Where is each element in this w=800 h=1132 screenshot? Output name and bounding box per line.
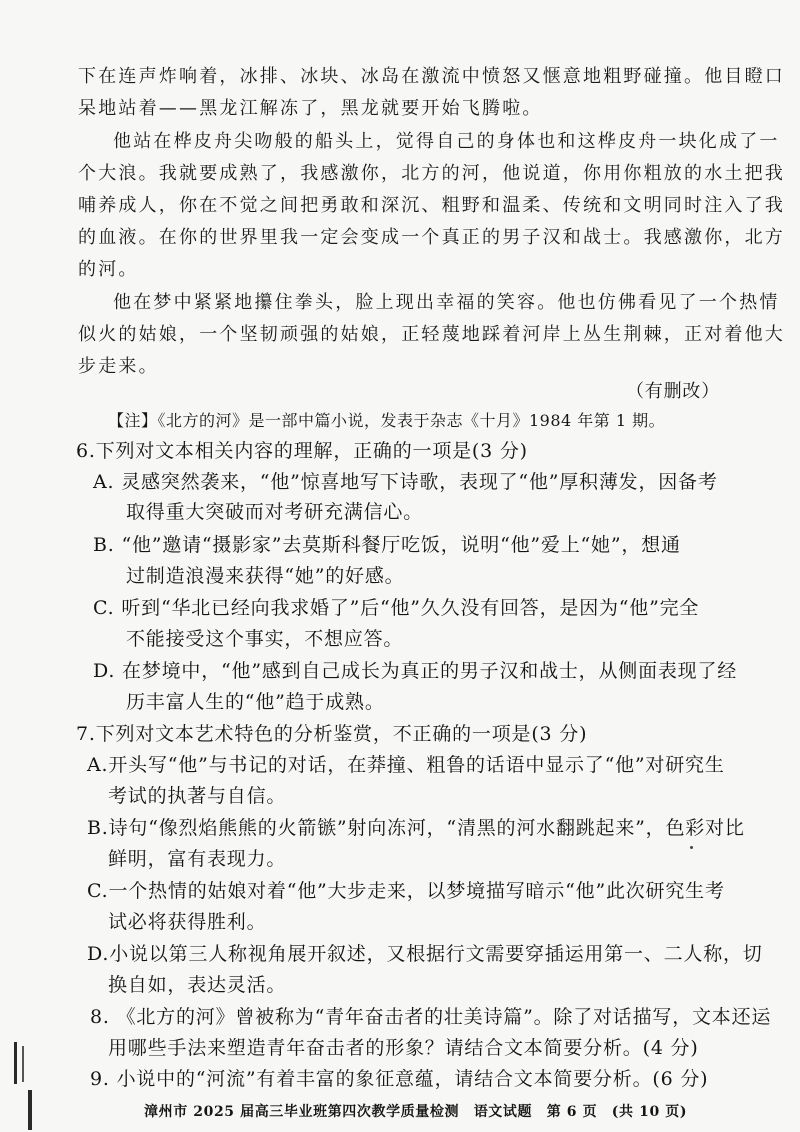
question-8-stem: 用哪些手法来塑造青年奋击者的形象？请结合文本简要分析。(4 分) — [108, 1037, 699, 1059]
story-line: 呆地站着——黑龙江解冻了，黑龙就要开始飞腾啦。 — [78, 98, 543, 119]
question-7-option-d: 换自如，表达灵活。 — [108, 974, 287, 996]
story-line: 的血液。在你的世界里我一定会变成一个真正的男子汉和战士。我感激你，北方 — [78, 227, 785, 248]
question-7-stem: 7.下列对文本艺术特色的分析鉴赏，不正确的一项是(3 分) — [76, 723, 588, 745]
question-6-option-a: A. 灵感突然袭来，“他”惊喜地写下诗歌，表现了“他”厚积薄发，因备考 — [93, 471, 718, 493]
story-line: 似火的姑娘，一个坚韧顽强的姑娘，正轻蔑地踩着河岸上丛生荆棘，正对着他大 — [78, 324, 785, 345]
question-6-option-d: 历丰富人生的“他”趋于成熟。 — [126, 691, 385, 713]
annotation-note: 【注】《北方的河》是一部中篇小说，发表于杂志《十月》1984 年第 1 期。 — [108, 411, 666, 430]
question-6-option-b: B. “他”邀请“摄影家”去莫斯科餐厅吃饭，说明“他”爱上“她”，想通 — [93, 534, 681, 556]
source-note: （有删改） — [626, 381, 720, 402]
question-6-option-d: D. 在梦境中，“他”感到自己成长为真正的男子汉和战士，从侧面表现了经 — [93, 660, 738, 682]
story-line: 个大浪。我就要成熟了，我感激你，北方的河，他说道，你用你粗放的水土把我 — [78, 163, 785, 184]
question-7-option-a: A.开头写“他”与书记的对话，在莽撞、粗鲁的话语中显示了“他”对研究生 — [87, 754, 725, 776]
question-9-stem: 9. 小说中的“河流”有着丰富的象征意蕴，请结合文本简要分析。(6 分) — [90, 1068, 709, 1090]
question-7-option-d: D.小说以第三人称视角展开叙述，又根据行文需要穿插运用第一、二人称，切 — [87, 943, 763, 965]
question-6-stem: 6.下列对文本相关内容的理解，正确的一项是(3 分) — [76, 440, 528, 462]
scan-speck — [690, 846, 693, 849]
question-7-option-c: 试必将获得胜利。 — [108, 911, 267, 933]
question-7-option-c: C.一个热情的姑娘对着“他”大步走来，以梦境描写暗示“他”此次研究生考 — [87, 880, 725, 902]
question-6-option-c: C. 听到“华北已经向我求婚了”后“他”久久没有回答，是因为“他”完全 — [93, 597, 700, 619]
page-footer: 漳州市 2025 届高三毕业班第四次教学质量检测 语文试题 第 6 页 (共 10 页) — [144, 1104, 688, 1120]
story-line: 下在连声炸响着，冰排、冰块、冰岛在激流中愤怒又惬意地粗野碰撞。他目瞪口 — [78, 66, 785, 87]
question-7-option-a: 考试的执著与自信。 — [108, 785, 287, 807]
binding-edge — [0, 1020, 40, 1132]
story-line: 他在梦中紧紧地攥住拳头，脸上现出幸福的笑容。他也仿佛看见了一个热情 — [113, 292, 780, 313]
question-7-option-b: 鲜明，富有表现力。 — [108, 848, 287, 870]
question-6-option-c: 不能接受这个事实，不想应答。 — [126, 628, 404, 650]
question-6-option-b: 过制造浪漫来获得“她”的好感。 — [126, 565, 405, 587]
story-line: 他站在桦皮舟尖吻般的船头上，觉得自己的身体也和这桦皮舟一块化成了一 — [113, 131, 780, 152]
story-line: 步走来。 — [78, 356, 159, 377]
story-line: 的河。 — [78, 259, 139, 280]
question-8-stem: 8. 《北方的河》曾被称为“青年奋击者的壮美诗篇”。除了对话描写，文本还运 — [90, 1006, 772, 1028]
story-line: 哺养成人，你在不觉之间把勇敢和深沉、粗野和温柔、传统和文明同时注入了我 — [78, 195, 785, 216]
question-6-option-a: 取得重大突破而对考研充满信心。 — [126, 501, 424, 523]
question-7-option-b: B.诗句“像烈焰熊熊的火箭镞”射向冻河，“清黑的河水翻跳起来”，色彩对比 — [87, 817, 745, 839]
